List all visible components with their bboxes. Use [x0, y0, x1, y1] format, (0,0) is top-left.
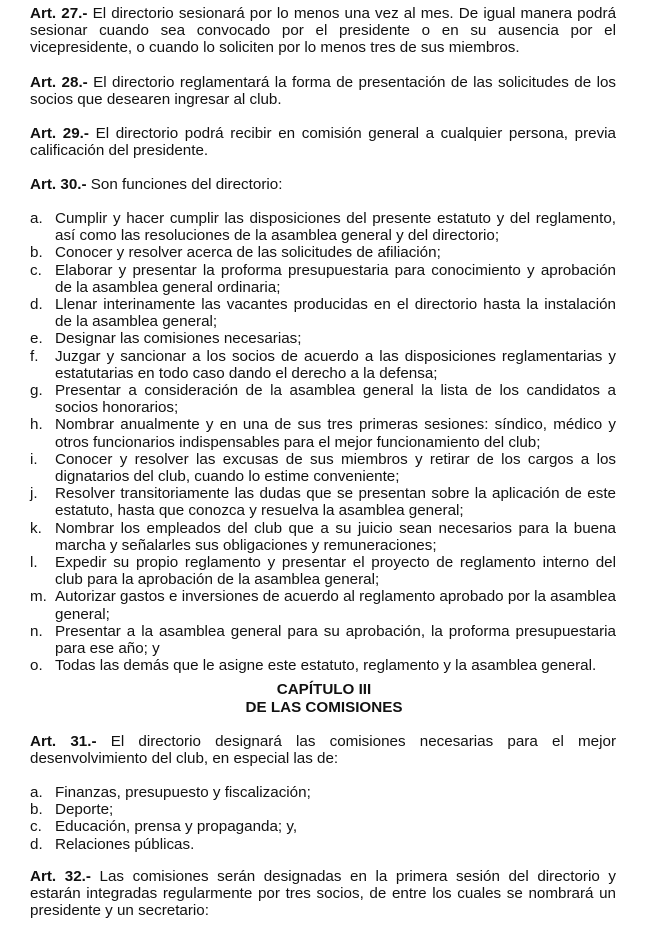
list-item-text: Juzgar y sancionar a los socios de acuerdo a las disposiciones reglamentarias y estatutarias en todo caso dando el derecho a la defensa;	[55, 347, 616, 382]
list-item-text: Resolver transitoriamente las dudas que se presentan sobre la aplicación de este estatuto, hasta que conozca y resuelva la asamblea general;	[55, 485, 616, 520]
list-marker: c.	[30, 818, 42, 836]
list-item-text: Deporte;	[55, 801, 114, 819]
list-item	[30, 330, 616, 347]
list-item	[30, 382, 616, 416]
article-label: Art. 27.-	[30, 5, 88, 22]
list-marker: c.	[30, 261, 42, 279]
article-label: Art. 30.-	[30, 176, 87, 193]
list-item	[30, 520, 616, 554]
article-text: Son funciones del directorio:	[86, 176, 283, 193]
list-item-text: Expedir su propio reglamento y presentar el proyecto de reglamento interno del club para la aprobación de la asamblea general;	[55, 554, 616, 589]
list-marker: a.	[30, 210, 43, 227]
functions-list	[30, 210, 616, 674]
list-item	[30, 836, 616, 853]
list-item	[30, 554, 616, 588]
list-item-text: Elaborar y presentar la proforma presupuestaria para conocimiento y aprobación de la asamblea general ordinaria;	[55, 261, 616, 296]
list-marker: n.	[30, 622, 43, 640]
article-text: El directorio podrá recibir en comisión general a cualquier persona, previa calificación del presidente.	[30, 125, 617, 160]
article-text: El directorio reglamentará la forma de presentación de las solicitudes de los socios que desearen ingresar al club.	[30, 74, 616, 109]
article-label: Art. 29.-	[30, 125, 89, 142]
list-item	[30, 451, 616, 485]
list-item	[30, 262, 616, 296]
list-item-text: Educación, prensa y propaganda; y,	[55, 818, 298, 836]
article-text: Las comisiones serán designadas en la primera sesión del directorio y estarán integradas regularmente por tres socios, de entre los cuales se nombrará un presidente y un secretario:	[30, 868, 617, 920]
list-item-text: Nombrar los empleados del club que a su juicio sean necesarios para la buena marcha y señalarles sus obligaciones y remuneraciones;	[55, 519, 616, 554]
list-marker: i.	[30, 450, 38, 468]
list-marker: o.	[30, 657, 43, 675]
list-item	[30, 416, 616, 450]
list-marker: d.	[30, 835, 43, 853]
list-item	[30, 348, 616, 382]
article-32	[30, 868, 616, 920]
list-item	[30, 296, 616, 330]
list-item	[30, 210, 616, 244]
article-label: Art. 28.-	[30, 74, 88, 91]
list-item	[30, 801, 616, 818]
list-marker: e.	[30, 330, 43, 348]
list-item-text: Conocer y resolver las excusas de sus miembros y retirar de los cargos a los dignatarios del club, cuando lo estime conveniente;	[55, 450, 616, 486]
article-label: Art. 31.-	[30, 733, 97, 750]
list-item-text: Finanzas, presupuesto y fiscalización;	[55, 784, 311, 801]
article-text: El directorio sesionará por lo menos una vez al mes. De igual manera podrá sesionar cuando sea convocado por el presidente o en su ausencia por el vicepresidente, o cuando lo soliciten por lo menos tres de sus miembros.	[30, 5, 617, 57]
list-marker: m.	[30, 588, 47, 606]
article-label: Art. 32.-	[30, 868, 91, 885]
list-item-text: Presentar a la asamblea general para su aprobación, la proforma presupuestaria para ese año; y	[55, 622, 616, 658]
list-item-text: Cumplir y hacer cumplir las disposiciones del presente estatuto y del reglamento, así como las resoluciones de la asamblea general y del directorio;	[55, 210, 616, 245]
list-item-text: Todas las demás que le asigne este estatuto, reglamento y la asamblea general.	[55, 657, 597, 675]
list-item-text: Presentar a consideración de la asamblea general la lista de los candidatos a socios honorarios;	[55, 382, 616, 417]
list-item-text: Nombrar anualmente y en una de sus tres primeras sesiones: síndico, médico y otros funcionarios indispensables para el mejor funcionamiento del club;	[55, 416, 616, 451]
article-text: El directorio designará las comisiones necesarias para el mejor desenvolvimiento del club, en especial las de:	[30, 733, 617, 768]
article-28	[30, 74, 616, 108]
list-item-text: Autorizar gastos e inversiones de acuerdo al reglamento aprobado por la asamblea general;	[55, 588, 616, 623]
list-item	[30, 485, 616, 519]
article-31	[30, 733, 616, 767]
commissions-list	[30, 784, 616, 853]
list-item	[30, 657, 616, 674]
list-item-text: Designar las comisiones necesarias;	[55, 330, 302, 348]
article-29	[30, 125, 616, 159]
list-marker: g.	[30, 382, 43, 400]
article-30	[30, 176, 616, 193]
list-marker: l.	[30, 554, 38, 572]
list-item-text: Relaciones públicas.	[55, 835, 195, 853]
list-marker: a.	[30, 784, 43, 801]
list-item	[30, 244, 616, 261]
list-marker: h.	[30, 416, 43, 434]
list-item	[30, 818, 616, 835]
list-item	[30, 588, 616, 622]
list-marker: k.	[30, 519, 42, 537]
list-item	[30, 623, 616, 657]
list-marker: d.	[30, 296, 43, 314]
list-item-text: Conocer y resolver acerca de las solicitudes de afiliación;	[55, 244, 441, 262]
list-item	[30, 784, 616, 801]
chapter-number: CAPÍTULO III	[276, 681, 372, 698]
list-marker: b.	[30, 801, 43, 819]
list-marker: f.	[30, 347, 39, 365]
article-27	[30, 5, 616, 57]
list-marker: j.	[30, 485, 38, 503]
list-item-text: Llenar interinamente las vacantes producidas en el directorio hasta la instalación de la asamblea general;	[55, 296, 616, 331]
list-marker: b.	[30, 244, 43, 262]
chapter-title: DE LAS COMISIONES	[245, 699, 403, 716]
